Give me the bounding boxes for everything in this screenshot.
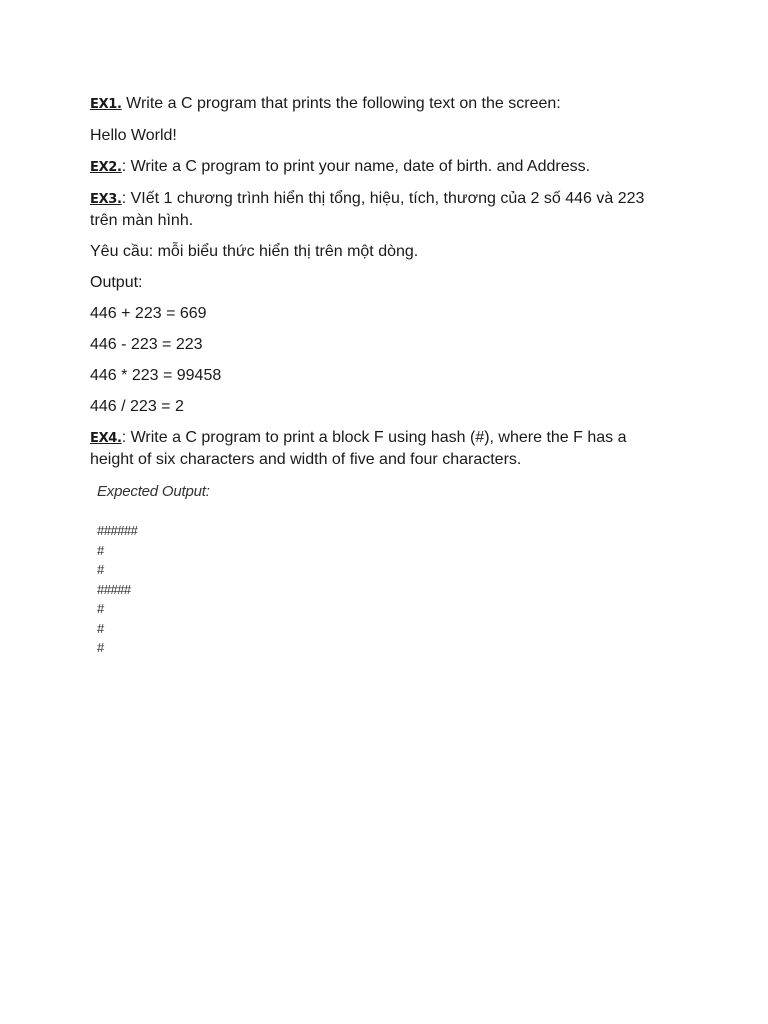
requirement-text: Yêu cầu: mỗi biểu thức hiển thị trên một dòng. [90,243,419,260]
expected-output-title: Expected Output: [97,483,210,500]
expected-output-line: # [97,562,104,577]
expected-output-line: # [97,620,104,636]
exercise-3-label: EX3. [90,192,122,207]
output-line: 446 / 223 = 2 [90,398,184,415]
expected-output-line: ##### [97,581,131,597]
output-line: 446 * 223 = 99458 [90,367,222,384]
exercise-1 [90,93,670,115]
exercise-4-label: EX4. [90,431,122,446]
output-label: Output: [90,274,143,291]
exercise-2-label: EX2. [90,160,122,175]
exercise-2-text: : Write a C program to print your name, date of birth. and Address. [121,158,591,175]
expected-output-line: # [97,640,104,655]
exercise-2 [90,156,670,178]
expected-output-line: ###### [97,523,138,538]
expected-output-line: # [97,542,104,558]
expected-output-image [97,482,397,658]
output-line: 446 - 223 = 223 [90,336,203,353]
exercise-4 [90,427,670,470]
exercise-3-text: : VIết 1 chương trình hiển thị tổng, hiệu, tích, thương của 2 số 446 và 223 trên màn hình. [90,190,645,229]
hello-world-text: Hello World! [90,127,177,144]
output-line: 446 + 223 = 669 [90,305,207,322]
exercise-1-label: EX1. [90,97,122,112]
exercise-4-text: : Write a C program to print a block F using hash (#), where the F has a height of six characters and width of five and four characters. [90,429,627,468]
expected-output-line: # [97,601,104,616]
exercise-3 [90,188,670,231]
exercise-1-text: Write a C program that prints the following text on the screen: [121,95,561,112]
document-body [90,93,670,480]
